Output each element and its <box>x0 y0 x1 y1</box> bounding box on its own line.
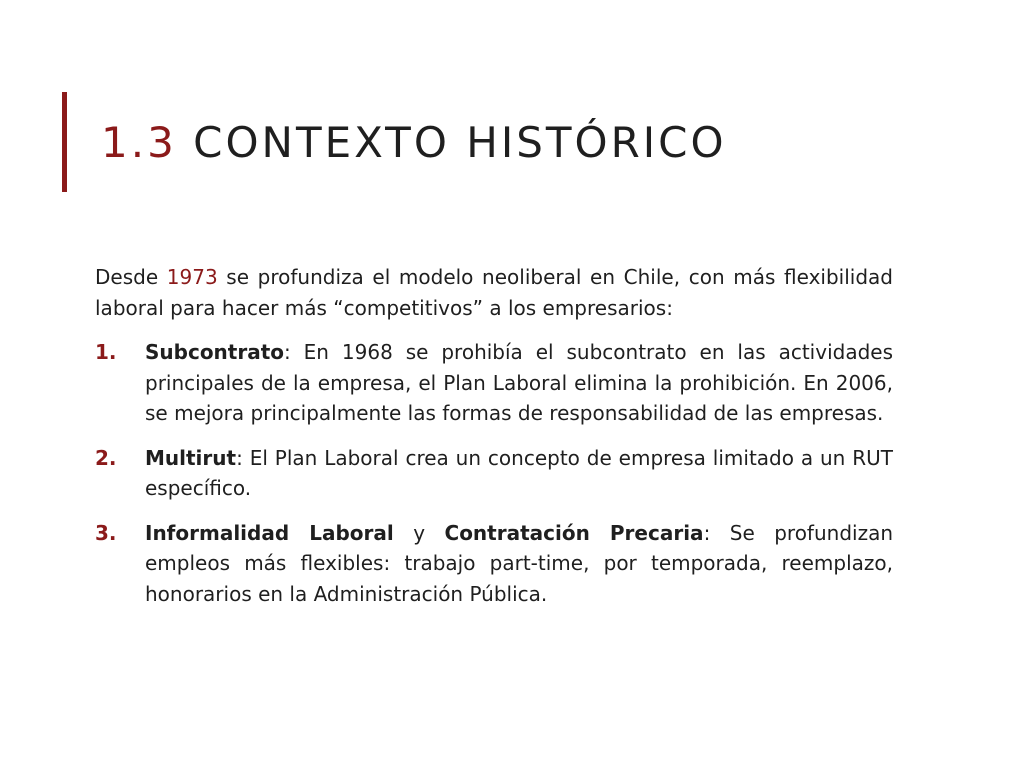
list-item-number: 3. <box>95 520 117 545</box>
list-item-text: : El Plan Laboral crea un concepto de empresa limitado a un RUT específico. <box>145 445 893 500</box>
numbered-list <box>95 337 893 609</box>
list-item-number: 1. <box>95 340 117 364</box>
list-item-connector: y <box>393 520 445 545</box>
slide-body <box>95 262 893 623</box>
intro-before: Desde <box>95 265 167 289</box>
list-item-term-2: Contratación Precaria <box>444 520 704 545</box>
list-item-multirut <box>95 443 893 504</box>
title-accent-bar <box>62 92 67 192</box>
list-item-number: 2. <box>95 445 117 470</box>
list-item-text: : Se profundizan empleos más flexibles: trabajo part-time, por temporada, reemplazo, honorarios en la Administración Pública. <box>145 520 894 606</box>
slide-title <box>101 118 727 168</box>
intro-year: 1973 <box>166 265 218 289</box>
list-item-text: : En 1968 se prohibía el subcontrato en las actividades principales de la empresa, el Plan Laboral elimina la prohibición. En 2006, se mejora principalmente las formas de responsabilidad de las empresas. <box>145 340 893 425</box>
list-item-term: Informalidad Laboral <box>145 520 394 545</box>
list-item-informalidad <box>95 518 893 610</box>
list-item-term: Multirut <box>145 445 237 470</box>
intro-paragraph <box>95 262 893 323</box>
list-item-subcontrato <box>95 337 893 429</box>
title-text: CONTEXTO HISTÓRICO <box>193 118 727 167</box>
list-item-term: Subcontrato <box>145 340 285 364</box>
title-number: 1.3 <box>101 118 177 167</box>
intro-after: se profundiza el modelo neoliberal en Chile, con más flexibilidad laboral para hacer más “competitivos” a los empresarios: <box>95 265 893 320</box>
